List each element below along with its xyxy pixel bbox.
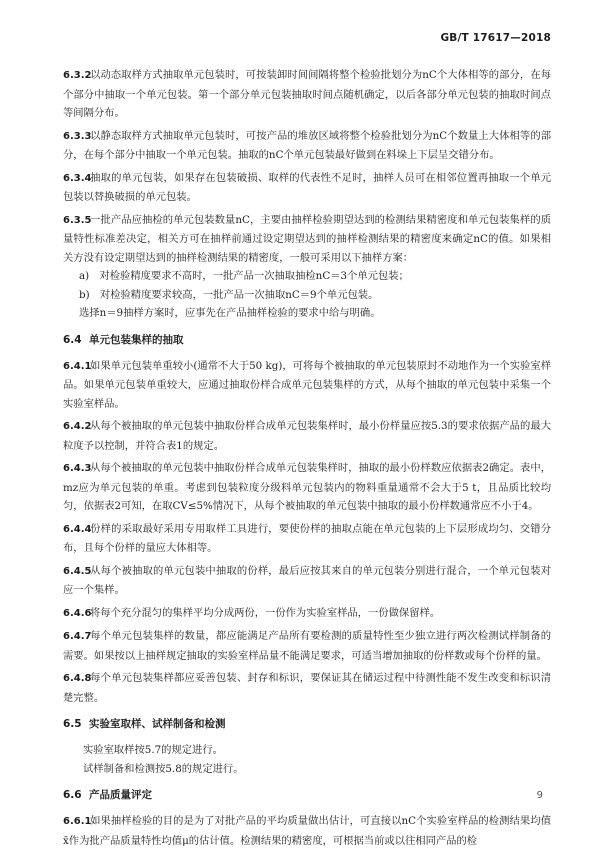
document-body (63, 66, 551, 850)
section-number: 6.5 (63, 718, 82, 730)
clause-6-4-4 (63, 520, 551, 558)
clause-text: 从每个被抽取的单元包装中抽取份样合成单元包装集样时，最小份样量应按5.3的要求依据产品的最大粒度予以控制，并符合表1的规定。 (63, 420, 551, 452)
clause-number: 6.4.5 (63, 565, 92, 577)
clause-6-3-3 (63, 127, 551, 165)
clause-number: 6.4.2 (63, 421, 92, 432)
clause-6-4-5 (63, 562, 551, 600)
clause-text: 如果抽样检验的目的是为了对批产品的平均质量做出估计，可直接以nC个实验室样品的检测结果均值x̄作为批产品质量特性均值μ的估计值。检测结果的精密度，可根据当前或以往相同产品的检 (63, 815, 551, 847)
clause-number: 6.3.2 (63, 70, 92, 81)
list-item-a: a) 对检验精度要求不高时，一批产品一次抽取抽检nC＝3个单元包装； (79, 270, 409, 282)
clause-number: 6.4.8 (63, 673, 92, 684)
clause-number: 6.4.7 (63, 631, 92, 642)
clause-6-3-5 (63, 211, 551, 268)
clause-number: 6.4.4 (63, 523, 92, 535)
clause-6-4-3 (63, 459, 551, 516)
clause-6-3-2 (63, 66, 551, 123)
clause-number: 6.6.1 (63, 816, 92, 827)
clause-text: 抽取的单元包装，如果存在包装破损、取样的代表性不足时，抽样人员可在相邻位置再抽取一个单元包装以替换破损的单元包装。 (63, 171, 551, 203)
section-heading-6-5 (63, 715, 551, 733)
section-title: 单元包装集样的抽取 (89, 333, 184, 346)
note-line: 选择n＝9抽样方案时，应事先在产品抽样检验的要求中给与明确。 (79, 307, 381, 319)
section-heading-6-6 (63, 786, 551, 804)
standard-code: GB/T 17617—2018 (440, 32, 551, 44)
section-number: 6.4 (63, 333, 82, 346)
clause-text: 从每个被抽取的单元包装中抽取份样合成单元包装集样时，抽取的最小份样数应依据表2确定。表中，mz应为单元包装的单重。考虑到包装粒度分级料单元包装内的物料重量通常不会大于5 t，且品质比较均匀，依据表2可知，在取CV≤5%情况下，从每个被抽取的单元包装中抽取的最小份样数通常应不小于4。 (63, 462, 551, 512)
clause-text: 以静态取样方式抽取单元包装时，可按产品的堆放区域将整个检验批划分为nC个数量上大体相等的部分，在每个部分中抽取一个单元包装。抽取的nC个单元包装最好做到在料垛上下层呈交错分布。 (63, 129, 551, 161)
clause-6-6-1 (63, 812, 551, 850)
clause-text: 一批产品应抽检的单元包装数量nC，主要由抽样检验期望达到的检测结果精密度和单元包装集样的质量特性标准差决定，相关方可在抽样前通过设定期望达到的抽样检测结果的精密度来确定nC的值。如果相关方没有设定期望达到的抽样检测结果的精密度，一般可采用以下抽样方案： (63, 213, 551, 264)
clause-text: 将每个充分混匀的集样平均分成两份，一份作为实验室样品，一份做保留样。 (90, 606, 441, 619)
clause-6-4-1 (63, 357, 551, 414)
clause-text: 份样的采取最好采用专用取样工具进行，要使份样的抽取点能在单元包装的上下层形成均匀、交错分布，且每个份样的量应大体相等。 (63, 522, 551, 554)
clause-6-3-4 (63, 169, 551, 207)
section-heading-6-4 (63, 331, 551, 349)
sample-prep-line: 试样制备和检测按5.8的规定进行。 (83, 762, 244, 775)
section-number: 6.6 (63, 789, 82, 801)
clause-6-4-8 (63, 669, 551, 707)
page-number: 9 (536, 790, 543, 801)
clause-number: 6.4.3 (63, 463, 92, 474)
clause-number: 6.3.5 (63, 214, 92, 226)
clause-text: 每个单元包装集样的数量，都应能满足产品所有要检测的质量特性至少独立进行两次检测试样制备的需要。如果按以上抽样规定抽取的实验室样品量不能满足要求，可适当增加抽取的份样数或每个份样的量。 (63, 630, 551, 662)
clause-number: 6.4.6 (63, 607, 92, 619)
section-title: 产品质量评定 (89, 789, 152, 801)
clause-text: 以动态取样方式抽取单元包装时，可按装卸时间间隔将整个检验批划分为nC个大体相等的部分，在每个部分中抽取一个单元包装。第一个部分单元包装抽取时间点随机确定，以后各部分单元包装的抽取时间点等间隔分布。 (63, 69, 551, 119)
clause-number: 6.3.3 (63, 130, 92, 142)
clause-6-4-6 (63, 604, 551, 624)
list-item-b: b) 对检验精度要求较高，一批产品一次抽取nC＝9个单元包装。 (79, 288, 379, 301)
clause-number: 6.3.4 (63, 172, 92, 184)
section-title: 实验室取样、试样制备和检测 (89, 718, 226, 730)
clause-text: 每个单元包装集样都应妥善包装、封存和标识，要保证其在储运过程中待测性能不发生改变和标识清楚完整。 (63, 672, 551, 704)
clause-number: 6.4.1 (63, 360, 92, 372)
clause-text: 如果单元包装单重较小(通常不大于50 kg)，可将每个被抽取的单元包装原封不动地作为一个实验室样品。如果单元包装单重较大，应通过抽取份样合成单元包装集样的方式，从每个抽取的单元包装中采集一个实验室样品。 (63, 359, 551, 410)
clause-6-4-7 (63, 627, 551, 665)
lab-sampling-line: 实验室取样按5.7的规定进行。 (83, 744, 223, 756)
clause-6-4-2 (63, 417, 551, 455)
clause-text: 从每个被抽取的单元包装中抽取的份样，最后应按其来自的单元包装分别进行混合，一个单元包装对应一个集样。 (63, 564, 551, 596)
